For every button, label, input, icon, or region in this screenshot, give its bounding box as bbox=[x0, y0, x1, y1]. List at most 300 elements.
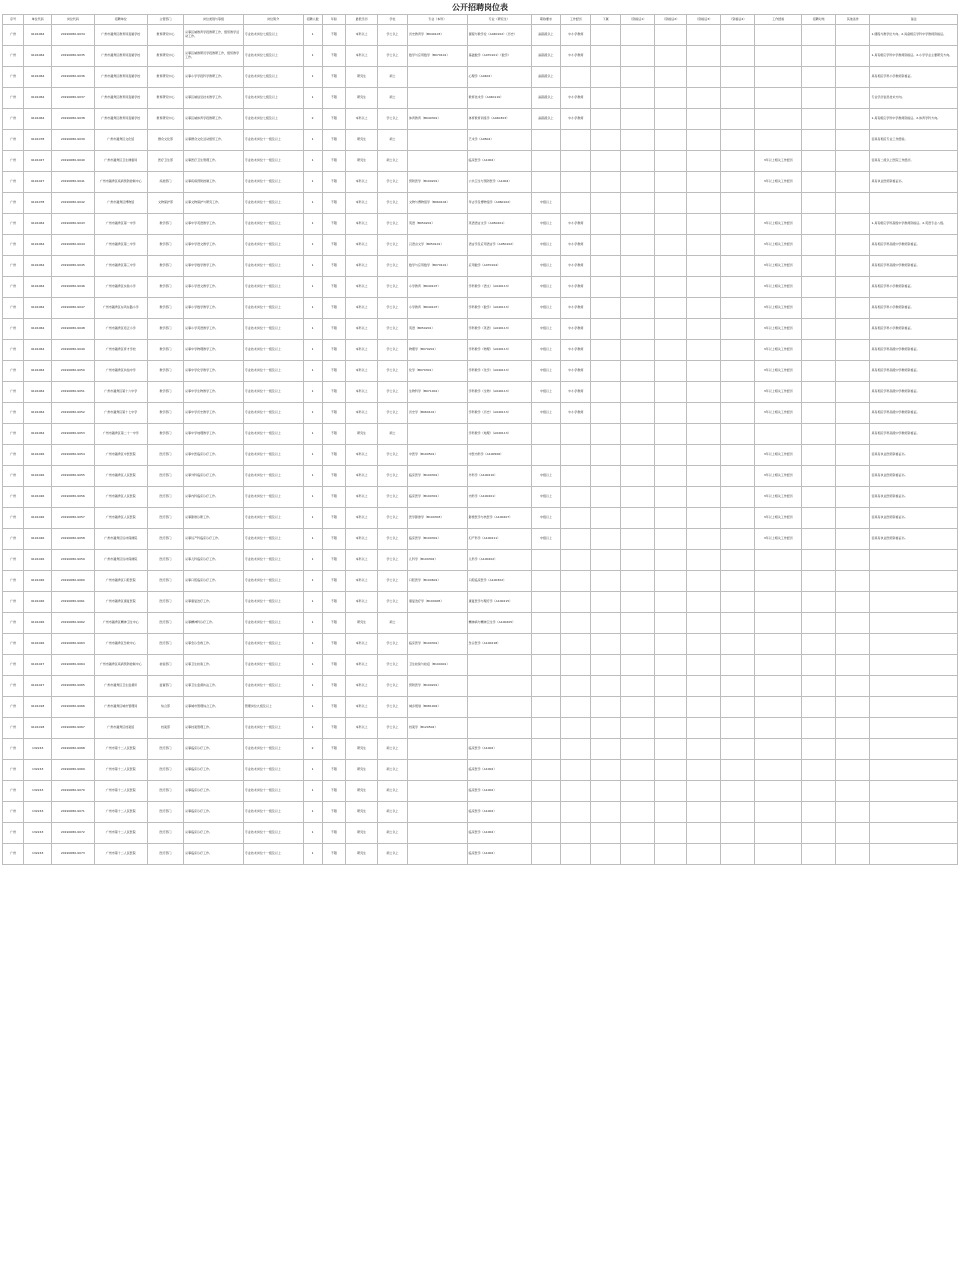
table-row bbox=[3, 88, 958, 109]
table-cell bbox=[561, 676, 591, 697]
table-cell: 教学部门 bbox=[147, 424, 183, 445]
table-cell: 广州市越秀区执信中学 bbox=[94, 361, 147, 382]
table-cell bbox=[755, 109, 802, 130]
table-cell: 中小学教师 bbox=[561, 403, 591, 424]
table-cell: 不限 bbox=[322, 823, 345, 844]
table-cell: 从事影像诊断工作。 bbox=[184, 508, 244, 529]
table-cell: 儿科学（A100202） bbox=[467, 550, 531, 571]
table-cell: 从事康复治疗工作。 bbox=[184, 592, 244, 613]
table-cell bbox=[655, 151, 687, 172]
table-row bbox=[3, 592, 958, 613]
table-cell: 3年以上相关工作经历 bbox=[755, 487, 802, 508]
table-cell bbox=[621, 340, 655, 361]
table-cell bbox=[407, 844, 467, 865]
table-cell: 1 bbox=[303, 844, 322, 865]
table-cell bbox=[802, 67, 836, 88]
table-cell bbox=[407, 760, 467, 781]
table-cell bbox=[755, 718, 802, 739]
table-cell: 广州 bbox=[3, 67, 24, 88]
table-cell: 具有相应学科高级中学教师资格证。 bbox=[870, 361, 958, 382]
table-cell: 学士以上 bbox=[378, 361, 408, 382]
table-cell: 中级以上 bbox=[531, 235, 561, 256]
table-cell: 研究生 bbox=[346, 130, 378, 151]
table-cell: 具有相应学科小学教师资格证。 bbox=[870, 277, 958, 298]
table-cell bbox=[687, 487, 721, 508]
column-header: 职称要求 bbox=[531, 15, 561, 25]
table-cell bbox=[591, 298, 621, 319]
table-cell: 广州市越秀区卫生健康局 bbox=[94, 151, 147, 172]
table-cell: 广州市越秀区培正小学 bbox=[94, 319, 147, 340]
table-cell: 广州市越秀区第一中学 bbox=[94, 214, 147, 235]
table-cell: 本科以上 bbox=[346, 592, 378, 613]
table-cell: 9191064 bbox=[24, 277, 52, 298]
table-cell bbox=[655, 571, 687, 592]
table-cell bbox=[870, 739, 958, 760]
table-cell: 具有执业医师资格证书。 bbox=[870, 172, 958, 193]
table-cell: 20190080-9071 bbox=[52, 802, 95, 823]
table-cell bbox=[802, 634, 836, 655]
table-cell: 医疗部门 bbox=[147, 445, 183, 466]
table-cell: 硕士以上 bbox=[378, 823, 408, 844]
table-cell: 9191064 bbox=[24, 67, 52, 88]
table-cell: 广州 bbox=[3, 781, 24, 802]
table-cell: 硕士 bbox=[378, 130, 408, 151]
table-cell: 从事临床诊疗工作。 bbox=[184, 781, 244, 802]
table-cell bbox=[591, 760, 621, 781]
table-cell bbox=[755, 571, 802, 592]
table-cell: 不限 bbox=[322, 151, 345, 172]
table-cell: 广州市越秀区城市管理局 bbox=[94, 697, 147, 718]
table-row bbox=[3, 508, 958, 529]
table-row bbox=[3, 802, 958, 823]
table-cell bbox=[721, 424, 755, 445]
table-row bbox=[3, 760, 958, 781]
table-cell: 小学教育（B040107） bbox=[407, 298, 467, 319]
table-row bbox=[3, 403, 958, 424]
table-cell bbox=[621, 760, 655, 781]
table-cell: 研究生 bbox=[346, 823, 378, 844]
table-cell: 不限 bbox=[322, 508, 345, 529]
table-cell: 中级以上 bbox=[531, 529, 561, 550]
table-cell: 教学部门 bbox=[147, 214, 183, 235]
table-cell: 9191064 bbox=[24, 319, 52, 340]
table-cell bbox=[802, 130, 836, 151]
table-cell: 20190080-9049 bbox=[52, 340, 95, 361]
table-cell: 医疗部门 bbox=[147, 613, 183, 634]
table-row bbox=[3, 319, 958, 340]
table-cell bbox=[531, 655, 561, 676]
table-cell: 中小学教师 bbox=[561, 277, 591, 298]
table-cell: 具有相应学科高级中学教师资格证。 bbox=[870, 235, 958, 256]
table-cell bbox=[407, 823, 467, 844]
table-cell bbox=[687, 361, 721, 382]
table-cell: 副高级以上 bbox=[531, 46, 561, 67]
table-cell: 中级以上 bbox=[531, 256, 561, 277]
table-cell: 从事中学生物教学工作。 bbox=[184, 382, 244, 403]
table-cell bbox=[467, 697, 531, 718]
table-cell: 教育技术学（A040110） bbox=[467, 88, 531, 109]
table-cell bbox=[836, 403, 870, 424]
table-row bbox=[3, 634, 958, 655]
table-cell bbox=[721, 571, 755, 592]
table-cell: 9191064 bbox=[24, 88, 52, 109]
table-cell bbox=[755, 592, 802, 613]
table-cell bbox=[655, 130, 687, 151]
table-cell bbox=[836, 445, 870, 466]
table-cell: 医疗部门 bbox=[147, 487, 183, 508]
table-cell bbox=[621, 508, 655, 529]
table-cell bbox=[591, 718, 621, 739]
table-cell: 20190080-9070 bbox=[52, 781, 95, 802]
table-cell bbox=[621, 172, 655, 193]
table-cell: 专业技术岗位十一级及以上 bbox=[243, 655, 303, 676]
table-cell: 1 bbox=[303, 487, 322, 508]
table-cell: 1 bbox=[303, 256, 322, 277]
table-cell bbox=[836, 424, 870, 445]
table-cell: 研究生 bbox=[346, 424, 378, 445]
table-cell: 不限 bbox=[322, 466, 345, 487]
table-cell: 从事临床诊疗工作。 bbox=[184, 760, 244, 781]
table-cell bbox=[802, 46, 836, 67]
table-cell: 本科以上 bbox=[346, 487, 378, 508]
table-cell: 20190080-9043 bbox=[52, 214, 95, 235]
table-cell bbox=[621, 193, 655, 214]
table-cell: 本科以上 bbox=[346, 718, 378, 739]
table-cell: 不限 bbox=[322, 676, 345, 697]
table-cell: 中小学教师 bbox=[561, 25, 591, 46]
table-cell: 本科以上 bbox=[346, 298, 378, 319]
table-cell: 1 bbox=[303, 571, 322, 592]
table-cell bbox=[802, 655, 836, 676]
table-cell bbox=[687, 25, 721, 46]
table-cell bbox=[802, 550, 836, 571]
table-cell bbox=[561, 802, 591, 823]
table-cell bbox=[687, 466, 721, 487]
table-cell: 儿科学（B100302） bbox=[407, 550, 467, 571]
table-cell: 艺术学（A0504） bbox=[467, 130, 531, 151]
table-cell: 从事精神科诊疗工作。 bbox=[184, 613, 244, 634]
table-cell: 学士以上 bbox=[378, 193, 408, 214]
table-cell: 广州 bbox=[3, 466, 24, 487]
table-cell bbox=[836, 193, 870, 214]
table-cell: 数学与应用数学（B070101） bbox=[407, 256, 467, 277]
table-cell: 1 bbox=[303, 676, 322, 697]
table-cell: 广州市越秀区教育局直属学校 bbox=[94, 25, 147, 46]
table-cell: 3年以上相关工作经历 bbox=[755, 235, 802, 256]
table-cell bbox=[870, 697, 958, 718]
table-cell: 广州市越秀区博物馆 bbox=[94, 193, 147, 214]
table-cell: 中小学教师 bbox=[561, 235, 591, 256]
table-cell bbox=[621, 151, 655, 172]
column-header: 其他条件 bbox=[836, 15, 870, 25]
table-cell bbox=[687, 382, 721, 403]
table-cell bbox=[836, 550, 870, 571]
table-cell: 专业技术岗位十一级及以上 bbox=[243, 781, 303, 802]
table-cell bbox=[591, 844, 621, 865]
table-cell bbox=[870, 193, 958, 214]
table-cell: 不限 bbox=[322, 46, 345, 67]
table-cell: 预防医学（B100201） bbox=[407, 172, 467, 193]
table-cell bbox=[655, 319, 687, 340]
table-cell: 本科以上 bbox=[346, 193, 378, 214]
table-cell bbox=[591, 676, 621, 697]
table-cell: 专业技术岗位十一级及以上 bbox=[243, 319, 303, 340]
table-cell: 1 bbox=[303, 445, 322, 466]
table-cell: 不限 bbox=[322, 382, 345, 403]
table-cell: 预防医学（B100201） bbox=[407, 676, 467, 697]
table-cell bbox=[755, 802, 802, 823]
table-cell: 硕士以上 bbox=[378, 844, 408, 865]
table-cell: 9191064 bbox=[24, 109, 52, 130]
table-cell: 广州市越秀区第三中学 bbox=[94, 256, 147, 277]
table-cell: 广州 bbox=[3, 25, 24, 46]
table-cell: 9191027 bbox=[24, 172, 52, 193]
table-cell: 9191064 bbox=[24, 214, 52, 235]
table-cell bbox=[655, 109, 687, 130]
table-cell: 副高级以上 bbox=[531, 109, 561, 130]
table-cell: 20190080-9048 bbox=[52, 319, 95, 340]
table-cell bbox=[621, 718, 655, 739]
table-cell: 临床医学（A1002） bbox=[467, 151, 531, 172]
table-cell bbox=[621, 235, 655, 256]
table-cell bbox=[591, 361, 621, 382]
table-cell bbox=[802, 88, 836, 109]
table-row bbox=[3, 571, 958, 592]
table-cell: 从事卫生检验工作。 bbox=[184, 655, 244, 676]
table-cell bbox=[621, 319, 655, 340]
table-cell: 精神病与精神卫生学（A100205） bbox=[467, 613, 531, 634]
table-cell bbox=[621, 676, 655, 697]
table-row bbox=[3, 529, 958, 550]
table-cell bbox=[591, 235, 621, 256]
table-cell bbox=[561, 172, 591, 193]
table-cell: 不限 bbox=[322, 109, 345, 130]
table-row bbox=[3, 109, 958, 130]
table-cell: 学科教学（生物）（A040113） bbox=[467, 382, 531, 403]
table-cell: 体育教育训练学（A040303） bbox=[467, 109, 531, 130]
table-cell bbox=[621, 130, 655, 151]
table-cell bbox=[836, 697, 870, 718]
table-cell: 医疗部门 bbox=[147, 634, 183, 655]
table-cell bbox=[836, 298, 870, 319]
table-cell: 从事小学语文教学工作。 bbox=[184, 277, 244, 298]
table-cell bbox=[655, 88, 687, 109]
table-cell bbox=[836, 88, 870, 109]
table-cell bbox=[755, 550, 802, 571]
table-cell bbox=[721, 235, 755, 256]
table-cell: 132243 bbox=[24, 844, 52, 865]
table-cell bbox=[802, 802, 836, 823]
table-cell: 9191064 bbox=[24, 340, 52, 361]
table-cell: 9191018 bbox=[24, 718, 52, 739]
table-cell bbox=[836, 508, 870, 529]
table-cell bbox=[687, 172, 721, 193]
table-cell: 本科以上 bbox=[346, 382, 378, 403]
table-cell: 医疗部门 bbox=[147, 823, 183, 844]
table-cell: 广州 bbox=[3, 88, 24, 109]
table-cell: 广州 bbox=[3, 172, 24, 193]
table-cell bbox=[687, 151, 721, 172]
table-row bbox=[3, 361, 958, 382]
table-cell bbox=[655, 340, 687, 361]
table-cell bbox=[621, 403, 655, 424]
table-cell: 专业技术岗位十一级及以上 bbox=[243, 130, 303, 151]
table-cell: 专业技术岗位十一级及以上 bbox=[243, 424, 303, 445]
table-cell bbox=[802, 697, 836, 718]
table-cell: 学士以上 bbox=[378, 550, 408, 571]
table-cell: 中级以上 bbox=[531, 340, 561, 361]
table-cell: 专业技术岗位十一级及以上 bbox=[243, 508, 303, 529]
table-cell: 管理岗位九级及以上 bbox=[243, 697, 303, 718]
table-row bbox=[3, 781, 958, 802]
column-header: 岗位简介 bbox=[243, 15, 303, 25]
table-cell bbox=[621, 739, 655, 760]
table-cell: 硕士以上 bbox=[378, 151, 408, 172]
table-cell bbox=[836, 571, 870, 592]
table-cell: 学士以上 bbox=[378, 403, 408, 424]
table-cell bbox=[655, 508, 687, 529]
table-cell: 医疗部门 bbox=[147, 802, 183, 823]
table-cell: 基础数学（A070101）（数学） bbox=[467, 46, 531, 67]
table-cell bbox=[531, 697, 561, 718]
table-cell bbox=[687, 760, 721, 781]
table-cell: 广州 bbox=[3, 235, 24, 256]
table-cell: 从事儿科临床诊疗工作。 bbox=[184, 550, 244, 571]
table-cell: 不限 bbox=[322, 319, 345, 340]
table-cell: 临床医学（A1002） bbox=[467, 844, 531, 865]
table-cell: 专业技术岗位十一级及以上 bbox=[243, 445, 303, 466]
table-cell: 本科以上 bbox=[346, 634, 378, 655]
table-cell bbox=[802, 592, 836, 613]
table-cell bbox=[721, 613, 755, 634]
column-header: 备注 bbox=[870, 15, 958, 25]
table-cell: 1.具有相应学科中学教师资格证。2.小学学业主要研究方向。 bbox=[870, 46, 958, 67]
table-cell: 9191026 bbox=[24, 571, 52, 592]
table-cell: 1 bbox=[303, 172, 322, 193]
table-cell: 广州市越秀区人民医院 bbox=[94, 466, 147, 487]
table-cell bbox=[721, 655, 755, 676]
table-cell: 9191078 bbox=[24, 193, 52, 214]
table-cell bbox=[755, 844, 802, 865]
table-cell bbox=[561, 760, 591, 781]
table-cell: 学士以上 bbox=[378, 634, 408, 655]
table-cell: 广州市第十二人民医院 bbox=[94, 823, 147, 844]
table-cell: 英语（B050201） bbox=[407, 319, 467, 340]
table-cell: 硕士以上 bbox=[378, 781, 408, 802]
column-header: 岗位代码 bbox=[52, 15, 95, 25]
table-cell: 急诊医学（A100218） bbox=[467, 634, 531, 655]
table-cell: 研究生 bbox=[346, 613, 378, 634]
table-cell: 1 bbox=[303, 46, 322, 67]
table-cell: 广州 bbox=[3, 109, 24, 130]
table-cell: 广州市越秀区教育局直属学校 bbox=[94, 88, 147, 109]
table-cell bbox=[755, 25, 802, 46]
table-cell bbox=[687, 802, 721, 823]
table-cell: 9191026 bbox=[24, 634, 52, 655]
table-cell bbox=[687, 529, 721, 550]
table-cell bbox=[870, 550, 958, 571]
table-cell: 不限 bbox=[322, 214, 345, 235]
table-cell: 中级以上 bbox=[531, 382, 561, 403]
table-cell: 教学部门 bbox=[147, 340, 183, 361]
table-cell: 体育教育（B040301） bbox=[407, 109, 467, 130]
table-cell: 广州 bbox=[3, 760, 24, 781]
table-cell: 临床医学（A1002） bbox=[467, 781, 531, 802]
table-cell: 检验部门 bbox=[147, 655, 183, 676]
table-cell: 1.具有相应学科高级中学教师资格证。2.英语专业八级。 bbox=[870, 214, 958, 235]
table-cell bbox=[655, 760, 687, 781]
table-cell bbox=[687, 403, 721, 424]
table-cell bbox=[531, 802, 561, 823]
table-cell: 不限 bbox=[322, 760, 345, 781]
table-cell: 不限 bbox=[322, 739, 345, 760]
table-cell: 9191064 bbox=[24, 424, 52, 445]
column-header: 工作经验 bbox=[755, 15, 802, 25]
table-cell bbox=[721, 739, 755, 760]
table-cell: 广州市越秀区东风东路小学 bbox=[94, 298, 147, 319]
table-cell: 学科教学（历史）（A040113） bbox=[467, 403, 531, 424]
table-cell bbox=[561, 529, 591, 550]
table-cell: 不限 bbox=[322, 802, 345, 823]
table-cell bbox=[561, 739, 591, 760]
table-cell bbox=[561, 844, 591, 865]
table-row bbox=[3, 655, 958, 676]
table-cell: 广州市越秀区康复医院 bbox=[94, 592, 147, 613]
table-cell: 广州市越秀区疾病预防控制中心 bbox=[94, 655, 147, 676]
table-cell: 广州市越秀区急救中心 bbox=[94, 634, 147, 655]
table-cell: 20190080-9062 bbox=[52, 613, 95, 634]
table-cell bbox=[561, 655, 591, 676]
table-cell bbox=[591, 46, 621, 67]
table-cell: 不限 bbox=[322, 256, 345, 277]
table-cell bbox=[721, 781, 755, 802]
table-cell bbox=[802, 298, 836, 319]
table-cell: 20190080-9057 bbox=[52, 508, 95, 529]
table-cell bbox=[687, 718, 721, 739]
table-cell bbox=[591, 445, 621, 466]
table-cell: 9191078 bbox=[24, 130, 52, 151]
table-cell: 中级以上 bbox=[531, 487, 561, 508]
table-cell bbox=[591, 256, 621, 277]
table-cell bbox=[721, 109, 755, 130]
table-cell: 20190080-9053 bbox=[52, 424, 95, 445]
table-cell: 本科以上 bbox=[346, 466, 378, 487]
table-cell: 中小学教师 bbox=[561, 382, 591, 403]
table-cell bbox=[687, 844, 721, 865]
table-row bbox=[3, 739, 958, 760]
table-row bbox=[3, 424, 958, 445]
table-row bbox=[3, 718, 958, 739]
table-cell bbox=[721, 844, 755, 865]
table-cell: 学科教学（英语）（A040113） bbox=[467, 319, 531, 340]
table-cell bbox=[687, 340, 721, 361]
column-header: （资格证3） bbox=[687, 15, 721, 25]
table-cell: 疾控部门 bbox=[147, 172, 183, 193]
table-cell: 20190080-9046 bbox=[52, 277, 95, 298]
table-cell: 康复医学与理疗学（A100215） bbox=[467, 592, 531, 613]
table-cell: 医疗部门 bbox=[147, 508, 183, 529]
table-cell bbox=[721, 361, 755, 382]
table-cell: 广州市越秀区疾病预防控制中心 bbox=[94, 172, 147, 193]
table-cell: 本科以上 bbox=[346, 361, 378, 382]
table-cell: 广州市第十二人民医院 bbox=[94, 781, 147, 802]
table-cell: 学士以上 bbox=[378, 46, 408, 67]
table-cell: 专业技术岗位十一级及以上 bbox=[243, 235, 303, 256]
table-cell: 外科学（A100210） bbox=[467, 466, 531, 487]
table-cell: 从事临床诊疗工作。 bbox=[184, 802, 244, 823]
table-cell: 研究生 bbox=[346, 151, 378, 172]
table-cell: 1 bbox=[303, 550, 322, 571]
